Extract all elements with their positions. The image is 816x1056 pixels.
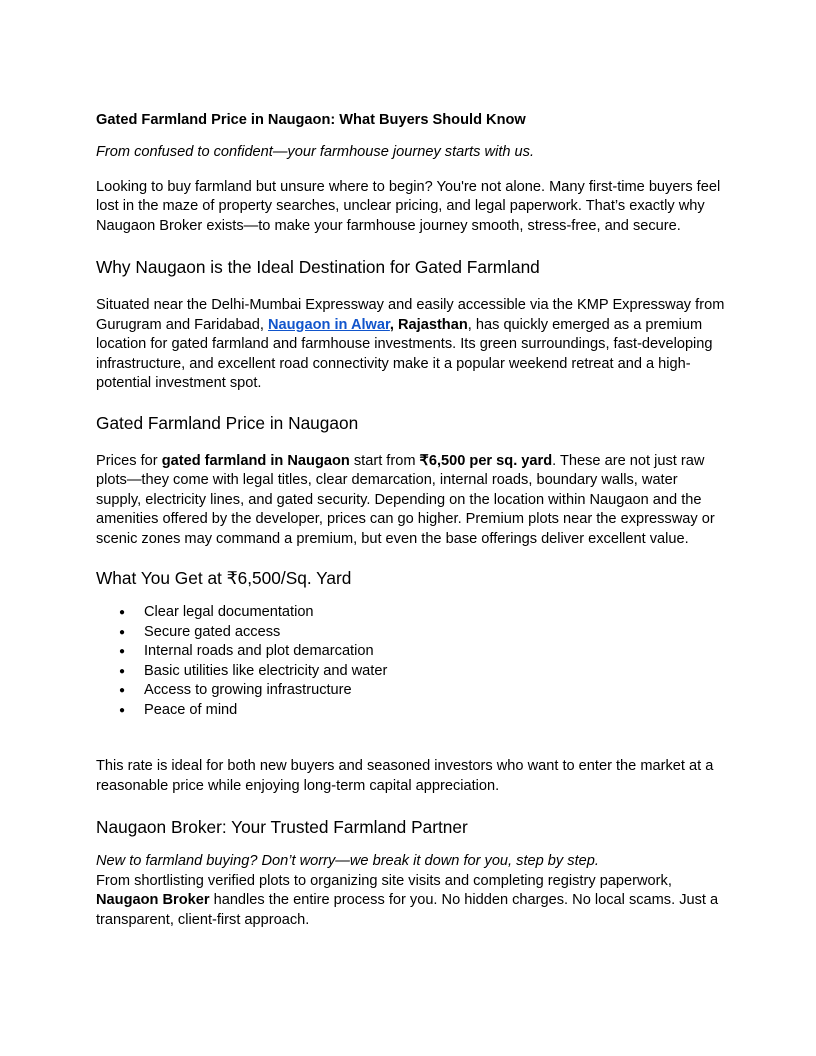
text-segment: Situated near the Delhi-Mumbai Expressway and easily accessible via the KMP Expressway from Gurugram and Faridabad, <box>96 297 725 333</box>
bold-segment: gated farmland in Naugaon <box>161 452 350 469</box>
tagline: From confused to confident—your farmhouse journey starts with us. <box>96 144 535 160</box>
why-naugaon-paragraph <box>96 296 726 394</box>
heading-broker: Naugaon Broker: Your Trusted Farmland Partner <box>96 817 468 837</box>
document-title: Gated Farmland Price in Naugaon: What Buyers Should Know <box>96 112 526 128</box>
broker-paragraph <box>96 872 726 931</box>
broker-italic-line: New to farmland buying? Don’t worry—we break it down for you, step by step. <box>96 853 599 869</box>
bold-segment: , Rajasthan <box>389 316 468 333</box>
list-item: ● Clear legal documentation <box>144 603 726 623</box>
text-segment: . These are not just raw plots—they come with legal titles, clear demarcation, internal roads, boundary walls, water supply, electricity lines, and gated security. Depending on the location within Naugaon and the amenities offered by the developer, prices can go higher. Premium plots near the expressway or scenic zones may command a premium, but even the base offerings deliver excellent value. <box>96 452 715 547</box>
text-segment: From shortlisting verified plots to organizing site visits and completing registry paperwork, <box>96 872 672 889</box>
bold-segment: ₹6,500 per sq. yard <box>419 452 553 469</box>
list-item: ● Peace of mind <box>144 701 726 721</box>
list-item: ● Secure gated access <box>144 623 726 643</box>
naugaon-in-alwar-link[interactable]: Naugaon in Alwar <box>267 316 390 333</box>
list-item: ● Access to growing infrastructure <box>144 681 726 701</box>
closing-paragraph: This rate is ideal for both new buyers and seasoned investors who want to enter the market at a reasonable price while enjoying long-term capital appreciation. <box>96 758 714 794</box>
benefits-list <box>96 603 726 720</box>
heading-price: Gated Farmland Price in Naugaon <box>96 412 359 433</box>
text-segment: handles the entire process for you. No hidden charges. No local scams. Just a transparent, client-first approach. <box>96 892 719 928</box>
text-segment: start from <box>349 452 420 469</box>
bold-segment: Naugaon Broker <box>96 892 210 908</box>
list-item: ● Internal roads and plot demarcation <box>144 642 726 662</box>
intro-paragraph: Looking to buy farmland but unsure where to begin? You're not alone. Many first-time buyers feel lost in the maze of property searches, unclear pricing, and legal paperwork. That’s exactly why Naugaon Broker exists—to make your farmhouse journey smooth, stress-free, and secure. <box>96 178 721 234</box>
price-paragraph <box>96 452 726 550</box>
document-page <box>96 110 726 930</box>
text-segment: Prices for <box>96 452 162 469</box>
text-segment: , has quickly emerged as a premium location for gated farmland and farmhouse investments. Its green surroundings, fast-developing infrastructure, and excellent road connectivity make it a popular weekend retreat and a high-potential investment spot. <box>96 316 713 391</box>
spacer <box>96 720 726 757</box>
heading-what-you-get: What You Get at ₹6,500/Sq. Yard <box>96 568 352 588</box>
heading-why-naugaon: Why Naugaon is the Ideal Destination for Gated Farmland <box>96 257 540 277</box>
list-item: ● Basic utilities like electricity and water <box>144 662 726 682</box>
